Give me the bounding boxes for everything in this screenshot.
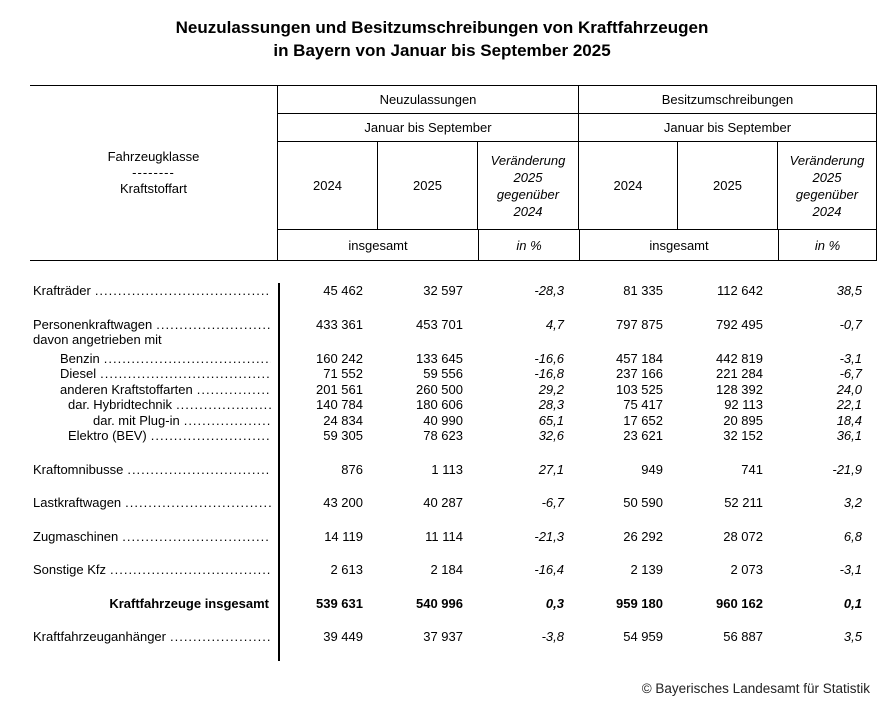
value-cell: -3,8 [541,629,564,644]
dot-leader [176,397,271,413]
value-cell [278,332,378,348]
col-header-bu-2024: 2024 [579,142,678,229]
value-cell: 540 996 [416,595,463,611]
stub-header-kraftstoffart: Kraftstoffart [120,181,187,196]
value-cell: 75 417 [623,397,663,412]
dot-leader [197,382,271,398]
row-label [30,495,278,511]
table-row [30,529,877,545]
value-cell: 3,2 [843,495,862,510]
stub-header-divider: -------- [132,165,175,180]
row-label [30,366,278,382]
row-label-text: Personenkraftwagen [33,316,153,332]
unit-header-bu-percent: in % [814,237,841,253]
dot-leader [127,462,271,478]
value-cell: 11 114 [425,528,463,544]
unit-header-bu-insgesamt: insgesamt [580,230,779,260]
value-cell: 741 [741,461,763,477]
value-cell: 22,1 [836,397,862,412]
column-headers [278,86,877,260]
value-cell: 103 525 [616,381,663,397]
group-header-neuzulassungen: Neuzulassungen [278,86,579,113]
value-cell: 40 287 [423,495,463,510]
data-table [30,85,877,661]
table-row [30,382,877,398]
value-cell: 6,8 [843,528,862,544]
value-cell: 36,1 [836,428,862,443]
period-header-neuzulassungen: Januar bis September [278,114,579,141]
row-label-text: Elektro (BEV) [68,428,147,443]
value-cell: 442 819 [716,350,763,366]
value-cell: 140 784 [316,397,363,412]
table-row [30,462,877,478]
dot-leader [95,283,271,299]
period-header-row [278,114,876,142]
value-cell: 54 959 [623,629,663,644]
period-header-besitzumschreibungen: Januar bis September [663,120,792,135]
row-label-text: Diesel [60,366,97,381]
value-cell: 24,0 [836,381,862,397]
value-cell: 65,1 [538,412,564,428]
value-cell: 160 242 [316,350,363,366]
value-cell: 201 561 [316,381,363,397]
value-cell: 0,1 [843,595,862,611]
value-cell: 2 073 [730,562,763,577]
value-cell: 17 652 [623,412,663,428]
row-label-text: Kraftomnibusse [33,461,124,477]
row-label [30,351,278,367]
value-cell: -28,3 [534,283,564,298]
row-label-text: Sonstige Kfz [33,562,106,577]
row-label [30,332,278,348]
col-header-nz-2025: 2025 [378,142,478,229]
table-row [30,629,877,645]
row-label [30,317,278,333]
row-label-text: Benzin [60,350,100,366]
page-title-line2: in Bayern von Januar bis September 2025 [273,41,611,60]
table-row [30,562,877,578]
page-title [0,16,884,62]
table-header [30,86,877,261]
table-row [30,495,877,511]
group-header-besitzumschreibungen: Besitzumschreibungen [661,92,794,107]
row-label [30,382,278,398]
value-cell: 40 990 [423,412,463,428]
value-cell: -16,4 [534,562,564,577]
table-row [30,413,877,429]
row-label [30,529,278,545]
value-cell: -21,3 [534,528,564,544]
table-row [30,366,877,382]
value-cell: 128 392 [716,381,763,397]
value-cell: -16,6 [534,350,564,366]
value-cell: 453 701 [416,316,463,332]
row-label-text: Kraftfahrzeuganhänger [33,629,166,644]
row-label [30,428,278,444]
dot-leader [110,562,271,578]
value-cell: 2 613 [330,562,363,577]
value-cell [678,332,778,348]
col-header-bu-change: Veränderung 2025 gegenüber 2024 [789,152,865,219]
value-cell [478,332,579,348]
value-cell: 39 449 [323,629,363,644]
value-cell: 28 072 [723,528,763,544]
value-cell: -6,7 [839,366,862,381]
col-header-bu-2025: 2025 [678,142,778,229]
col-header-nz-2024: 2024 [278,142,378,229]
row-label-text: Zugmaschinen [33,528,119,544]
value-cell: 26 292 [623,528,663,544]
dot-leader [125,495,271,511]
row-label [30,283,278,299]
copyright-notice: © Bayerisches Landesamt für Statistik [641,681,870,696]
row-label-text: anderen Kraftstoffarten [60,381,193,397]
row-label-text: Kraftfahrzeuge insgesamt [109,595,269,611]
col-header-nz-change: Veränderung 2025 gegenüber 2024 [478,142,579,229]
value-cell: 3,5 [843,629,862,644]
row-label [30,629,278,645]
value-cell: 71 552 [323,366,363,381]
value-cell: 792 495 [716,316,763,332]
value-cell: 260 500 [416,381,463,397]
value-cell: 28,3 [538,397,564,412]
table-row [30,317,877,333]
unit-header-row [278,230,876,260]
value-cell: -16,8 [534,366,564,381]
row-label-text: dar. mit Plug-in [93,412,180,428]
value-cell: 50 590 [623,495,663,510]
value-cell: 237 166 [616,366,663,381]
value-cell: 38,5 [836,283,862,298]
dot-leader [100,366,271,382]
value-cell: 52 211 [724,495,763,510]
value-cell: 960 162 [716,595,763,611]
unit-header-nz-insgesamt: insgesamt [278,230,479,260]
value-cell: 37 937 [423,629,463,644]
table-row [30,332,877,348]
year-header-row [278,142,876,230]
value-cell: -0,7 [839,316,862,332]
value-cell: 56 887 [723,629,763,644]
value-cell: -21,9 [832,461,862,477]
value-cell: 32,6 [538,428,564,443]
row-label-text: davon angetrieben mit [33,332,162,347]
value-cell: 59 556 [423,366,463,381]
value-cell: 959 180 [616,595,663,611]
value-cell: 45 462 [323,283,363,298]
value-cell: 2 139 [630,562,663,577]
table-row [30,596,877,612]
unit-header-nz-percent: in % [479,230,580,260]
table-row [30,283,877,299]
value-cell: 29,2 [538,381,564,397]
stub-header [30,86,278,260]
value-cell: 92 113 [724,397,763,412]
row-label [30,413,278,429]
table-row [30,351,877,367]
value-cell: 876 [341,461,363,477]
dot-leader [151,428,271,444]
dot-leader [170,629,271,645]
value-cell: 59 305 [323,428,363,443]
value-cell [579,332,678,348]
table-body [30,283,877,661]
value-cell: 32 597 [423,283,463,298]
value-cell: 457 184 [616,350,663,366]
value-cell: 24 834 [323,412,363,428]
row-label-text: Lastkraftwagen [33,495,122,510]
value-cell: 20 895 [723,412,763,428]
dot-leader [156,317,271,333]
table-row [30,428,877,444]
row-label [30,596,278,612]
value-cell: 2 184 [430,562,463,577]
value-cell: 23 621 [623,428,663,443]
value-cell: 221 284 [716,366,763,381]
row-label-text: dar. Hybridtechnik [68,397,173,412]
group-header-row [278,86,876,114]
value-cell: 14 119 [324,528,363,544]
stub-header-fahrzeugklasse: Fahrzeugklasse [107,149,200,164]
value-cell: 1 113 [431,461,463,477]
value-cell: 4,7 [545,316,564,332]
value-cell: 133 645 [416,350,463,366]
row-label [30,462,278,478]
value-cell: 18,4 [836,412,862,428]
value-cell: -3,1 [839,350,862,366]
value-cell: -6,7 [541,495,564,510]
value-cell: -3,1 [839,562,862,577]
value-cell: 0,3 [545,595,564,611]
value-cell [378,332,478,348]
dot-leader [184,413,271,429]
row-label [30,397,278,413]
value-cell: 112 642 [716,283,763,298]
value-cell: 797 875 [616,316,663,332]
table-row [30,397,877,413]
value-cell: 32 152 [723,428,763,443]
row-label-text: Krafträder [33,283,91,298]
value-cell [778,332,877,348]
row-label [30,562,278,578]
value-cell: 180 606 [416,397,463,412]
value-cell: 27,1 [538,461,564,477]
value-cell: 539 631 [316,595,363,611]
value-cell: 43 200 [323,495,363,510]
page-title-line1: Neuzulassungen und Besitzumschreibungen von Kraftfahrzeugen [175,18,709,37]
dot-leader [122,529,271,545]
dot-leader [104,351,271,367]
value-cell: 949 [641,461,663,477]
value-cell: 433 361 [316,316,363,332]
value-cell: 78 623 [423,428,463,443]
value-cell: 81 335 [623,283,663,298]
